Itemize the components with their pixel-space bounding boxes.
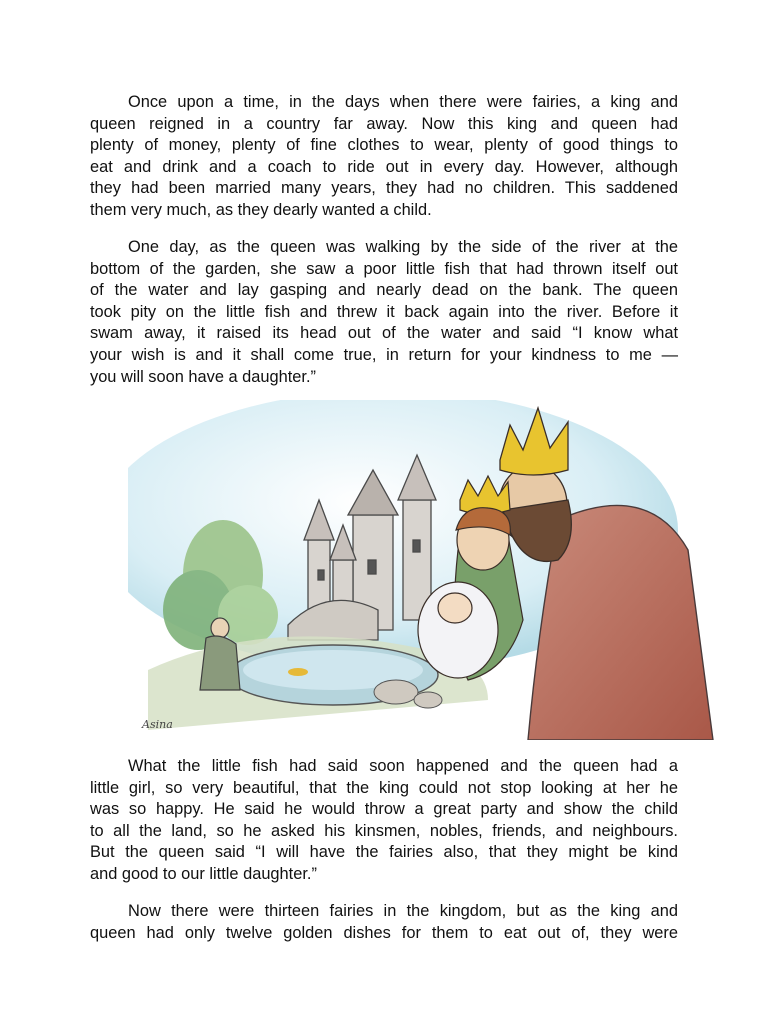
baby <box>418 582 498 678</box>
text-line: was so happy. He said he would throw a great party and show the child <box>90 800 678 819</box>
text-line: swam away, it raised its head out of the water and said “I know what <box>90 324 678 343</box>
text-line: Now there were thirteen fairies in the kingdom, but as the king and <box>128 902 678 920</box>
text-line: to all the land, so he asked his kinsmen, nobles, friends, and neighbours. <box>90 821 678 840</box>
artist-signature: Asina <box>142 718 173 731</box>
text-line: queen reigned in a country far away. Now this king and queen had <box>90 114 678 133</box>
text-line: them very much, as they dearly wanted a child. <box>90 200 432 219</box>
text-line: plenty of money, plenty of fine clothes to wear, plenty of good things to <box>90 136 678 155</box>
text-line: One day, as the queen was walking by the side of the river at the <box>128 238 678 256</box>
text-line: What the little fish had said soon happened and the queen had a <box>128 757 678 775</box>
paragraph-3 <box>90 756 678 886</box>
text-line: you will soon have a daughter.” <box>90 367 316 386</box>
paragraph-1 <box>90 92 678 222</box>
text-line: But the queen said “I will have the fairies also, that they might be kind <box>90 843 678 862</box>
text-line: bottom of the garden, she saw a poor little fish that had thrown itself out <box>90 259 678 278</box>
text-line: your wish is and it shall come true, in return for your kindness to me — <box>90 345 678 364</box>
paragraph-2 <box>90 237 678 388</box>
text-line: eat and drink and a coach to ride out in every day. However, although <box>90 157 678 176</box>
paragraph-4 <box>90 901 678 944</box>
text-line: little girl, so very beautiful, that the king could not stop looking at her he <box>90 778 678 797</box>
text-line: queen had only twelve golden dishes for them to eat out of, they were <box>90 923 678 942</box>
text-line: of the water and lay gasping and nearly dead on the bank. The queen <box>90 281 678 300</box>
text-line: they had been married many years, they had no children. This saddened <box>90 179 678 198</box>
text-line: Once upon a time, in the days when there were fairies, a king and <box>128 93 678 111</box>
text-line: and good to our little daughter.” <box>90 864 317 883</box>
fish-icon <box>288 668 308 676</box>
story-illustration <box>128 400 718 740</box>
text-line: took pity on the little fish and threw it back again into the river. Before it <box>90 302 678 321</box>
